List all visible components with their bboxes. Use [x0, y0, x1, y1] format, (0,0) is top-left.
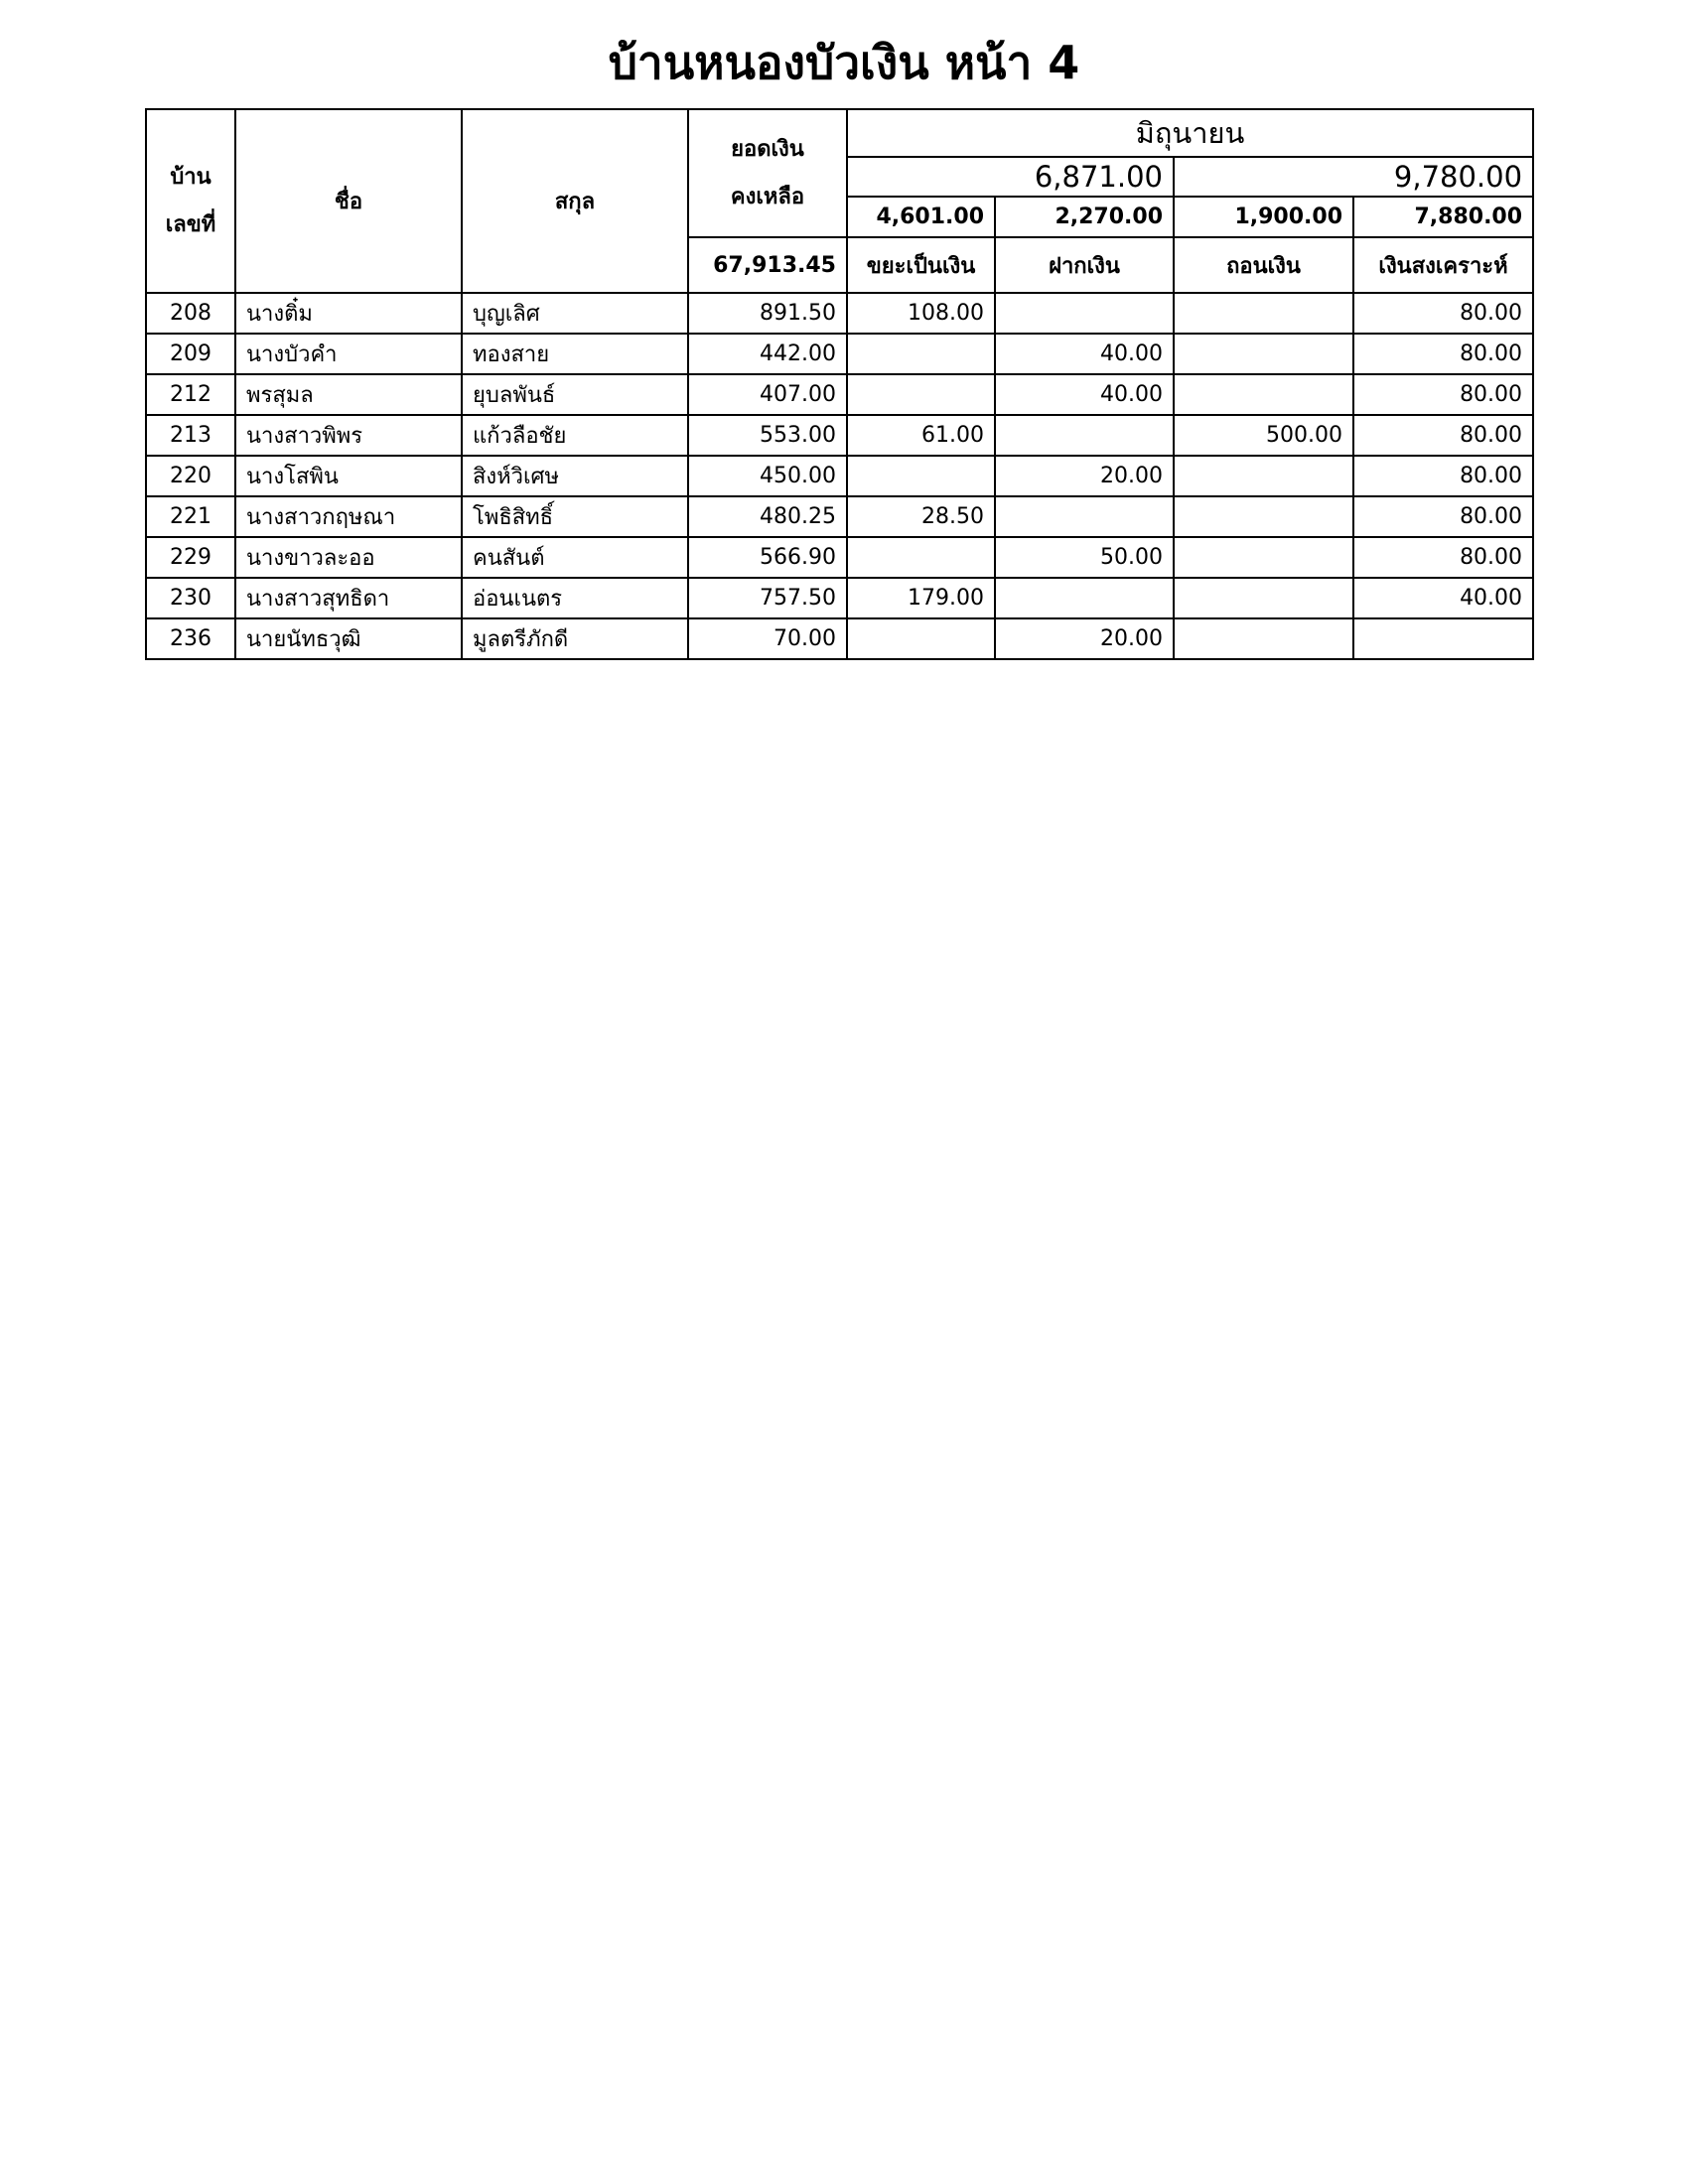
withdraw-cell	[1174, 496, 1353, 537]
table-row	[146, 456, 1533, 496]
table-row	[146, 415, 1533, 456]
waste-cell	[847, 374, 995, 415]
withdraw-cell: 500.00	[1174, 415, 1353, 456]
balance-cell: 566.90	[688, 537, 847, 578]
table-row	[146, 537, 1533, 578]
header-row-month	[146, 109, 1533, 157]
waste-cell: 108.00	[847, 293, 995, 334]
withdraw-cell	[1174, 537, 1353, 578]
surname-cell: สิงห์วิเศษ	[462, 456, 688, 496]
house-no-header	[146, 109, 235, 293]
deposit-cell: 20.00	[995, 618, 1174, 659]
balance-cell: 442.00	[688, 334, 847, 374]
house-no-cell: 229	[146, 537, 235, 578]
name-cell: นางสาวพิพร	[235, 415, 462, 456]
waste-total: 4,601.00	[847, 197, 995, 237]
table-row	[146, 334, 1533, 374]
deposit-cell: 40.00	[995, 374, 1174, 415]
deposit-total: 2,270.00	[995, 197, 1174, 237]
withdraw-cell	[1174, 334, 1353, 374]
withdraw-total: 1,900.00	[1174, 197, 1353, 237]
withdraw-cell	[1174, 293, 1353, 334]
group-total-1: 6,871.00	[847, 157, 1174, 197]
balance-header-line2: คงเหลือ	[730, 184, 805, 209]
waste-cell: 28.50	[847, 496, 995, 537]
welfare-header: เงินสงเคราะห์	[1353, 237, 1533, 293]
page-title: บ้านหนองบัวเงิน หน้า 4	[608, 36, 1080, 89]
house-no-cell: 208	[146, 293, 235, 334]
surname-cell: คนสันต์	[462, 537, 688, 578]
table-row	[146, 293, 1533, 334]
waste-header: ขยะเป็นเงิน	[847, 237, 995, 293]
surname-cell: บุญเลิศ	[462, 293, 688, 334]
house-no-cell: 236	[146, 618, 235, 659]
surname-cell: ทองสาย	[462, 334, 688, 374]
welfare-cell: 80.00	[1353, 374, 1533, 415]
name-cell: นางสาวสุทธิดา	[235, 578, 462, 618]
balance-cell: 450.00	[688, 456, 847, 496]
balance-total: 67,913.45	[688, 237, 847, 293]
name-header: ชื่อ	[235, 109, 462, 293]
welfare-cell: 80.00	[1353, 293, 1533, 334]
welfare-cell	[1353, 618, 1533, 659]
balance-header	[688, 109, 847, 237]
surname-cell: อ่อนเนตร	[462, 578, 688, 618]
waste-cell	[847, 618, 995, 659]
withdraw-cell	[1174, 374, 1353, 415]
name-cell: นางติ๋ม	[235, 293, 462, 334]
house-no-cell: 221	[146, 496, 235, 537]
house-no-cell: 230	[146, 578, 235, 618]
waste-cell: 179.00	[847, 578, 995, 618]
waste-cell	[847, 456, 995, 496]
waste-cell	[847, 334, 995, 374]
welfare-cell: 80.00	[1353, 537, 1533, 578]
name-cell: นางขาวละออ	[235, 537, 462, 578]
deposit-cell: 20.00	[995, 456, 1174, 496]
welfare-cell: 40.00	[1353, 578, 1533, 618]
withdraw-cell	[1174, 578, 1353, 618]
name-cell: นางสาวกฤษณา	[235, 496, 462, 537]
balance-cell: 407.00	[688, 374, 847, 415]
table-row	[146, 578, 1533, 618]
welfare-cell: 80.00	[1353, 334, 1533, 374]
deposit-header: ฝากเงิน	[995, 237, 1174, 293]
balance-header-line1: ยอดเงิน	[731, 136, 804, 162]
balance-cell: 891.50	[688, 293, 847, 334]
name-cell: พรสุมล	[235, 374, 462, 415]
withdraw-cell	[1174, 456, 1353, 496]
house-no-cell: 209	[146, 334, 235, 374]
deposit-cell	[995, 293, 1174, 334]
welfare-cell: 80.00	[1353, 415, 1533, 456]
withdraw-cell	[1174, 618, 1353, 659]
deposit-cell	[995, 578, 1174, 618]
table-row	[146, 374, 1533, 415]
waste-cell	[847, 537, 995, 578]
table-row	[146, 496, 1533, 537]
deposit-cell	[995, 415, 1174, 456]
balance-cell: 70.00	[688, 618, 847, 659]
balance-cell: 480.25	[688, 496, 847, 537]
table-row	[146, 618, 1533, 659]
house-no-header-line2: เลขที่	[165, 211, 216, 237]
withdraw-header: ถอนเงิน	[1174, 237, 1353, 293]
group-total-2: 9,780.00	[1174, 157, 1533, 197]
surname-cell: แก้วลือชัย	[462, 415, 688, 456]
month-header: มิถุนายน	[847, 109, 1533, 157]
waste-cell: 61.00	[847, 415, 995, 456]
ledger-table	[145, 108, 1534, 660]
house-no-cell: 220	[146, 456, 235, 496]
welfare-cell: 80.00	[1353, 456, 1533, 496]
balance-cell: 757.50	[688, 578, 847, 618]
surname-header: สกุล	[462, 109, 688, 293]
balance-cell: 553.00	[688, 415, 847, 456]
welfare-total: 7,880.00	[1353, 197, 1533, 237]
surname-cell: มูลตรีภักดี	[462, 618, 688, 659]
house-no-header-line1: บ้าน	[170, 164, 211, 190]
name-cell: นางบัวคำ	[235, 334, 462, 374]
house-no-cell: 213	[146, 415, 235, 456]
welfare-cell: 80.00	[1353, 496, 1533, 537]
name-cell: นางโสพิน	[235, 456, 462, 496]
deposit-cell	[995, 496, 1174, 537]
house-no-cell: 212	[146, 374, 235, 415]
name-cell: นายนัทธวุฒิ	[235, 618, 462, 659]
deposit-cell: 40.00	[995, 334, 1174, 374]
surname-cell: ยุบลพันธ์	[462, 374, 688, 415]
surname-cell: โพธิสิทธิ์	[462, 496, 688, 537]
deposit-cell: 50.00	[995, 537, 1174, 578]
